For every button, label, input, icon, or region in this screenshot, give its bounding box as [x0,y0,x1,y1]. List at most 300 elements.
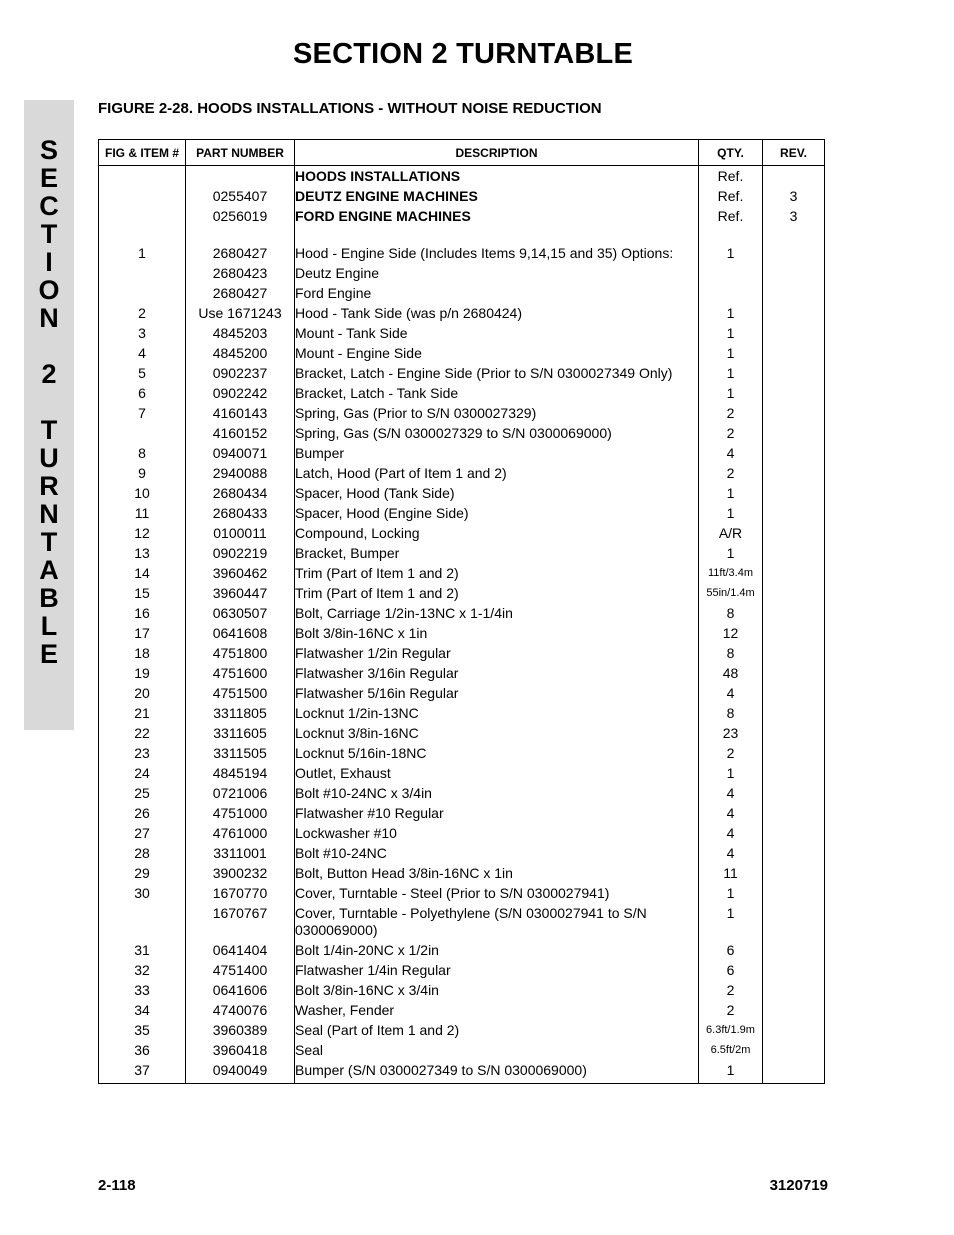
side-tab-letter: O [38,275,60,305]
qty-cell: 6 [699,960,763,980]
item-cell: 19 [99,663,186,683]
description-cell: Flatwasher 5/16in Regular [295,683,699,703]
description-cell: Bolt, Carriage 1/2in-13NC x 1-1/4in [295,603,699,623]
rev-cell [763,703,825,723]
spacer-cell [763,226,825,243]
spacer-cell [186,226,295,243]
section-title: SECTION 2 TURNTABLE [293,38,633,70]
item-cell: 18 [99,643,186,663]
part-number-cell: 2680433 [186,503,295,523]
qty-cell: 23 [699,723,763,743]
item-cell: 27 [99,823,186,843]
description-cell: Seal (Part of Item 1 and 2) [295,1020,699,1040]
item-cell: 5 [99,363,186,383]
description-cell: Bolt #10-24NC [295,843,699,863]
qty-cell: 1 [699,323,763,343]
description-cell: FORD ENGINE MACHINES [295,206,699,226]
qty-cell: 2 [699,1000,763,1020]
rev-cell [763,663,825,683]
qty-cell: A/R [699,523,763,543]
rev-cell [763,166,825,187]
qty-cell: 55in/1.4m [699,583,763,603]
description-cell: Outlet, Exhaust [295,763,699,783]
part-number-cell: 1670770 [186,883,295,903]
side-tab-letter: E [39,163,58,193]
table-row [99,1040,825,1060]
table-row [99,603,825,623]
description-cell: Spacer, Hood (Tank Side) [295,483,699,503]
table-row [99,443,825,463]
description-cell: Bracket, Latch - Tank Side [295,383,699,403]
part-number-cell: 2680427 [186,243,295,263]
part-number-cell: 0641606 [186,980,295,1000]
page-number: 2-118 [98,1177,136,1194]
item-cell: 11 [99,503,186,523]
qty-cell: 8 [699,603,763,623]
part-number-cell: 3900232 [186,863,295,883]
table-row [99,623,825,643]
table-row [99,243,825,263]
part-number-cell: 0902237 [186,363,295,383]
part-number-cell: 0630507 [186,603,295,623]
description-cell: Mount - Tank Side [295,323,699,343]
rev-cell [763,423,825,443]
side-tab-letter: T [40,527,58,557]
item-cell: 28 [99,843,186,863]
part-number-cell: 0902242 [186,383,295,403]
item-cell: 26 [99,803,186,823]
part-number-cell: 0902219 [186,543,295,563]
part-number-cell: Use 1671243 [186,303,295,323]
rev-cell [763,940,825,960]
item-cell: 37 [99,1060,186,1084]
qty-cell: 11 [699,863,763,883]
rev-cell: 3 [763,206,825,226]
qty-cell: 2 [699,463,763,483]
table-spacer-row [99,226,825,243]
part-number-cell: 4751400 [186,960,295,980]
qty-cell: 2 [699,423,763,443]
item-cell [99,903,186,940]
description-cell: Locknut 3/8in-16NC [295,723,699,743]
table-row [99,303,825,323]
side-tab-letter: C [39,191,59,221]
table-row [99,1060,825,1084]
item-cell: 4 [99,343,186,363]
part-number-cell: 4751800 [186,643,295,663]
description-cell: Spring, Gas (Prior to S/N 0300027329) [295,403,699,423]
table-row [99,703,825,723]
table-row [99,263,825,283]
rev-cell [763,743,825,763]
item-cell [99,423,186,443]
table-row [99,883,825,903]
parts-table-header [99,140,825,166]
description-cell: HOODS INSTALLATIONS [295,166,699,187]
item-cell: 10 [99,483,186,503]
side-tab-letter: S [39,135,58,165]
part-number-cell: 3960418 [186,1040,295,1060]
part-number-cell: 2680427 [186,283,295,303]
description-cell: Locknut 1/2in-13NC [295,703,699,723]
description-cell: Spring, Gas (S/N 0300027329 to S/N 0300069000) [295,423,699,443]
part-number-cell: 2680434 [186,483,295,503]
part-number-cell: 4761000 [186,823,295,843]
rev-cell [763,1040,825,1060]
table-row [99,583,825,603]
qty-cell: Ref. [699,206,763,226]
description-cell: Washer, Fender [295,1000,699,1020]
part-number-cell: 3311605 [186,723,295,743]
item-cell: 16 [99,603,186,623]
rev-cell [763,643,825,663]
rev-cell [763,323,825,343]
table-row [99,843,825,863]
description-cell: Bolt 3/8in-16NC x 1in [295,623,699,643]
qty-cell: 12 [699,623,763,643]
description-cell: DEUTZ ENGINE MACHINES [295,186,699,206]
item-cell [99,263,186,283]
description-cell: Bolt, Button Head 3/8in-16NC x 1in [295,863,699,883]
item-cell: 12 [99,523,186,543]
header-rev: REV. [763,140,825,166]
item-cell: 9 [99,463,186,483]
rev-cell [763,363,825,383]
item-cell: 3 [99,323,186,343]
parts-table [98,139,825,1084]
qty-cell [699,263,763,283]
rev-cell [763,960,825,980]
table-row [99,763,825,783]
table-row [99,363,825,383]
qty-cell: 2 [699,743,763,763]
rev-cell [763,303,825,323]
item-cell [99,186,186,206]
side-tab-letter: 2 [41,359,57,389]
qty-cell: 4 [699,443,763,463]
part-number-cell: 4751000 [186,803,295,823]
table-row [99,903,825,940]
qty-cell: 1 [699,363,763,383]
part-number-cell [186,166,295,187]
item-cell: 32 [99,960,186,980]
table-row [99,663,825,683]
rev-cell [763,503,825,523]
table-row [99,863,825,883]
item-cell [99,206,186,226]
item-cell [99,283,186,303]
item-cell: 7 [99,403,186,423]
part-number-cell: 3311505 [186,743,295,763]
rev-cell [763,883,825,903]
qty-cell: 4 [699,683,763,703]
item-cell: 25 [99,783,186,803]
qty-cell: 4 [699,783,763,803]
table-row [99,723,825,743]
rev-cell [763,623,825,643]
side-tab-letter: B [39,583,59,613]
rev-cell [763,803,825,823]
qty-cell: 6.5ft/2m [699,1040,763,1060]
table-row [99,383,825,403]
part-number-cell: 0940071 [186,443,295,463]
part-number-cell: 4845194 [186,763,295,783]
qty-cell: 48 [699,663,763,683]
part-number-cell: 4160143 [186,403,295,423]
description-cell: Locknut 5/16in-18NC [295,743,699,763]
qty-cell: 11ft/3.4m [699,563,763,583]
rev-cell [763,263,825,283]
part-number-cell: 3311805 [186,703,295,723]
qty-cell: 8 [699,703,763,723]
table-row [99,643,825,663]
table-row [99,463,825,483]
rev-cell [763,383,825,403]
qty-cell: 1 [699,543,763,563]
rev-cell [763,723,825,743]
description-cell: Hood - Tank Side (was p/n 2680424) [295,303,699,323]
table-row [99,343,825,363]
item-cell: 6 [99,383,186,403]
item-cell: 30 [99,883,186,903]
part-number-cell: 3960447 [186,583,295,603]
item-cell: 33 [99,980,186,1000]
spacer-cell [295,226,699,243]
part-number-cell: 4751500 [186,683,295,703]
table-row [99,803,825,823]
rev-cell [763,1020,825,1040]
table-row [99,166,825,187]
table-row [99,1000,825,1020]
qty-cell: 4 [699,823,763,843]
part-number-cell: 4751600 [186,663,295,683]
description-cell: Ford Engine [295,283,699,303]
qty-cell: 1 [699,763,763,783]
rev-cell [763,403,825,423]
item-cell: 24 [99,763,186,783]
item-cell: 31 [99,940,186,960]
description-cell: Flatwasher 1/2in Regular [295,643,699,663]
description-cell: Latch, Hood (Part of Item 1 and 2) [295,463,699,483]
table-row [99,483,825,503]
side-tab-letter: U [39,443,59,473]
part-number-cell: 0641404 [186,940,295,960]
part-number-cell: 4845200 [186,343,295,363]
table-row [99,323,825,343]
rev-cell: 3 [763,186,825,206]
item-cell: 22 [99,723,186,743]
header-part-number: PART NUMBER [186,140,295,166]
description-cell: Cover, Turntable - Polyethylene (S/N 0300027941 to S/N 0300069000) [295,903,699,940]
side-tab-letter: L [40,611,58,641]
qty-cell [699,283,763,303]
part-number-cell: 0255407 [186,186,295,206]
table-row [99,823,825,843]
item-cell: 2 [99,303,186,323]
rev-cell [763,243,825,263]
side-tab-letter: T [40,415,58,445]
part-number-cell: 4740076 [186,1000,295,1020]
qty-cell: 1 [699,503,763,523]
table-row [99,283,825,303]
description-cell: Cover, Turntable - Steel (Prior to S/N 0300027941) [295,883,699,903]
header-qty: QTY. [699,140,763,166]
item-cell: 36 [99,1040,186,1060]
qty-cell: 1 [699,303,763,323]
qty-cell: 1 [699,343,763,363]
rev-cell [763,903,825,940]
rev-cell [763,980,825,1000]
description-cell: Bolt 3/8in-16NC x 3/4in [295,980,699,1000]
description-cell: Mount - Engine Side [295,343,699,363]
description-cell: Bumper (S/N 0300027349 to S/N 0300069000) [295,1060,699,1084]
qty-cell: Ref. [699,186,763,206]
rev-cell [763,343,825,363]
rev-cell [763,1000,825,1020]
side-tab-letter: A [39,555,59,585]
description-cell: Bracket, Latch - Engine Side (Prior to S/N 0300027349 Only) [295,363,699,383]
qty-cell: 1 [699,383,763,403]
rev-cell [763,543,825,563]
qty-cell: 8 [699,643,763,663]
rev-cell [763,523,825,543]
table-row [99,743,825,763]
part-number-cell: 2940088 [186,463,295,483]
rev-cell [763,443,825,463]
description-cell: Spacer, Hood (Engine Side) [295,503,699,523]
rev-cell [763,683,825,703]
rev-cell [763,603,825,623]
part-number-cell: 3960389 [186,1020,295,1040]
description-cell: Trim (Part of Item 1 and 2) [295,583,699,603]
item-cell: 13 [99,543,186,563]
description-cell: Bumper [295,443,699,463]
qty-cell: 1 [699,243,763,263]
rev-cell [763,483,825,503]
side-tab-letter: N [39,499,59,529]
table-row [99,543,825,563]
part-number-cell: 1670767 [186,903,295,940]
qty-cell: 1 [699,483,763,503]
part-number-cell: 3960462 [186,563,295,583]
description-cell: Trim (Part of Item 1 and 2) [295,563,699,583]
table-row [99,206,825,226]
table-row [99,1020,825,1040]
description-cell: Flatwasher 3/16in Regular [295,663,699,683]
document-number: 3120719 [769,1177,828,1194]
item-cell: 23 [99,743,186,763]
rev-cell [763,1060,825,1084]
table-row [99,960,825,980]
table-row [99,563,825,583]
side-tab-letter: N [39,303,59,333]
rev-cell [763,763,825,783]
rev-cell [763,583,825,603]
rev-cell [763,783,825,803]
item-cell: 15 [99,583,186,603]
item-cell: 17 [99,623,186,643]
side-tab-letter: T [40,219,58,249]
qty-cell: 1 [699,883,763,903]
part-number-cell: 3311001 [186,843,295,863]
description-cell: Hood - Engine Side (Includes Items 9,14,15 and 35) Options: [295,243,699,263]
rev-cell [763,563,825,583]
part-number-cell: 0721006 [186,783,295,803]
item-cell [99,166,186,187]
spacer-cell [99,226,186,243]
table-row [99,980,825,1000]
description-cell: Seal [295,1040,699,1060]
qty-cell: 2 [699,403,763,423]
item-cell: 8 [99,443,186,463]
parts-table-body [99,166,825,1084]
item-cell: 1 [99,243,186,263]
qty-cell: 1 [699,903,763,940]
qty-cell: 4 [699,843,763,863]
item-cell: 21 [99,703,186,723]
rev-cell [763,283,825,303]
table-row [99,683,825,703]
part-number-cell: 0940049 [186,1060,295,1084]
table-row [99,423,825,443]
part-number-cell: 0100011 [186,523,295,543]
item-cell: 20 [99,683,186,703]
figure-title: FIGURE 2-28. HOODS INSTALLATIONS - WITHOUT NOISE REDUCTION [98,100,602,117]
part-number-cell: 4845203 [186,323,295,343]
qty-cell: 2 [699,980,763,1000]
qty-cell: 1 [699,1060,763,1084]
item-cell: 35 [99,1020,186,1040]
part-number-cell: 0641608 [186,623,295,643]
side-tab-letter: E [39,639,58,669]
table-row [99,186,825,206]
qty-cell: Ref. [699,166,763,187]
spacer-cell [699,226,763,243]
description-cell: Lockwasher #10 [295,823,699,843]
rev-cell [763,863,825,883]
description-cell: Bolt 1/4in-20NC x 1/2in [295,940,699,960]
qty-cell: 6 [699,940,763,960]
item-cell: 29 [99,863,186,883]
description-cell: Flatwasher #10 Regular [295,803,699,823]
part-number-cell: 2680423 [186,263,295,283]
qty-cell: 4 [699,803,763,823]
description-cell: Bracket, Bumper [295,543,699,563]
item-cell: 34 [99,1000,186,1020]
table-row [99,503,825,523]
header-fig-item: FIG & ITEM # [99,140,186,166]
description-cell: Flatwasher 1/4in Regular [295,960,699,980]
qty-cell: 6.3ft/1.9m [699,1020,763,1040]
rev-cell [763,463,825,483]
side-tab-letter: I [45,247,53,277]
table-row [99,783,825,803]
side-tab-letter: R [39,471,59,501]
table-row [99,940,825,960]
rev-cell [763,843,825,863]
table-row [99,403,825,423]
header-description: DESCRIPTION [295,140,699,166]
description-cell: Bolt #10-24NC x 3/4in [295,783,699,803]
section-side-tab [24,100,74,730]
description-cell: Compound, Locking [295,523,699,543]
rev-cell [763,823,825,843]
table-row [99,523,825,543]
description-cell: Deutz Engine [295,263,699,283]
item-cell: 14 [99,563,186,583]
part-number-cell: 4160152 [186,423,295,443]
part-number-cell: 0256019 [186,206,295,226]
